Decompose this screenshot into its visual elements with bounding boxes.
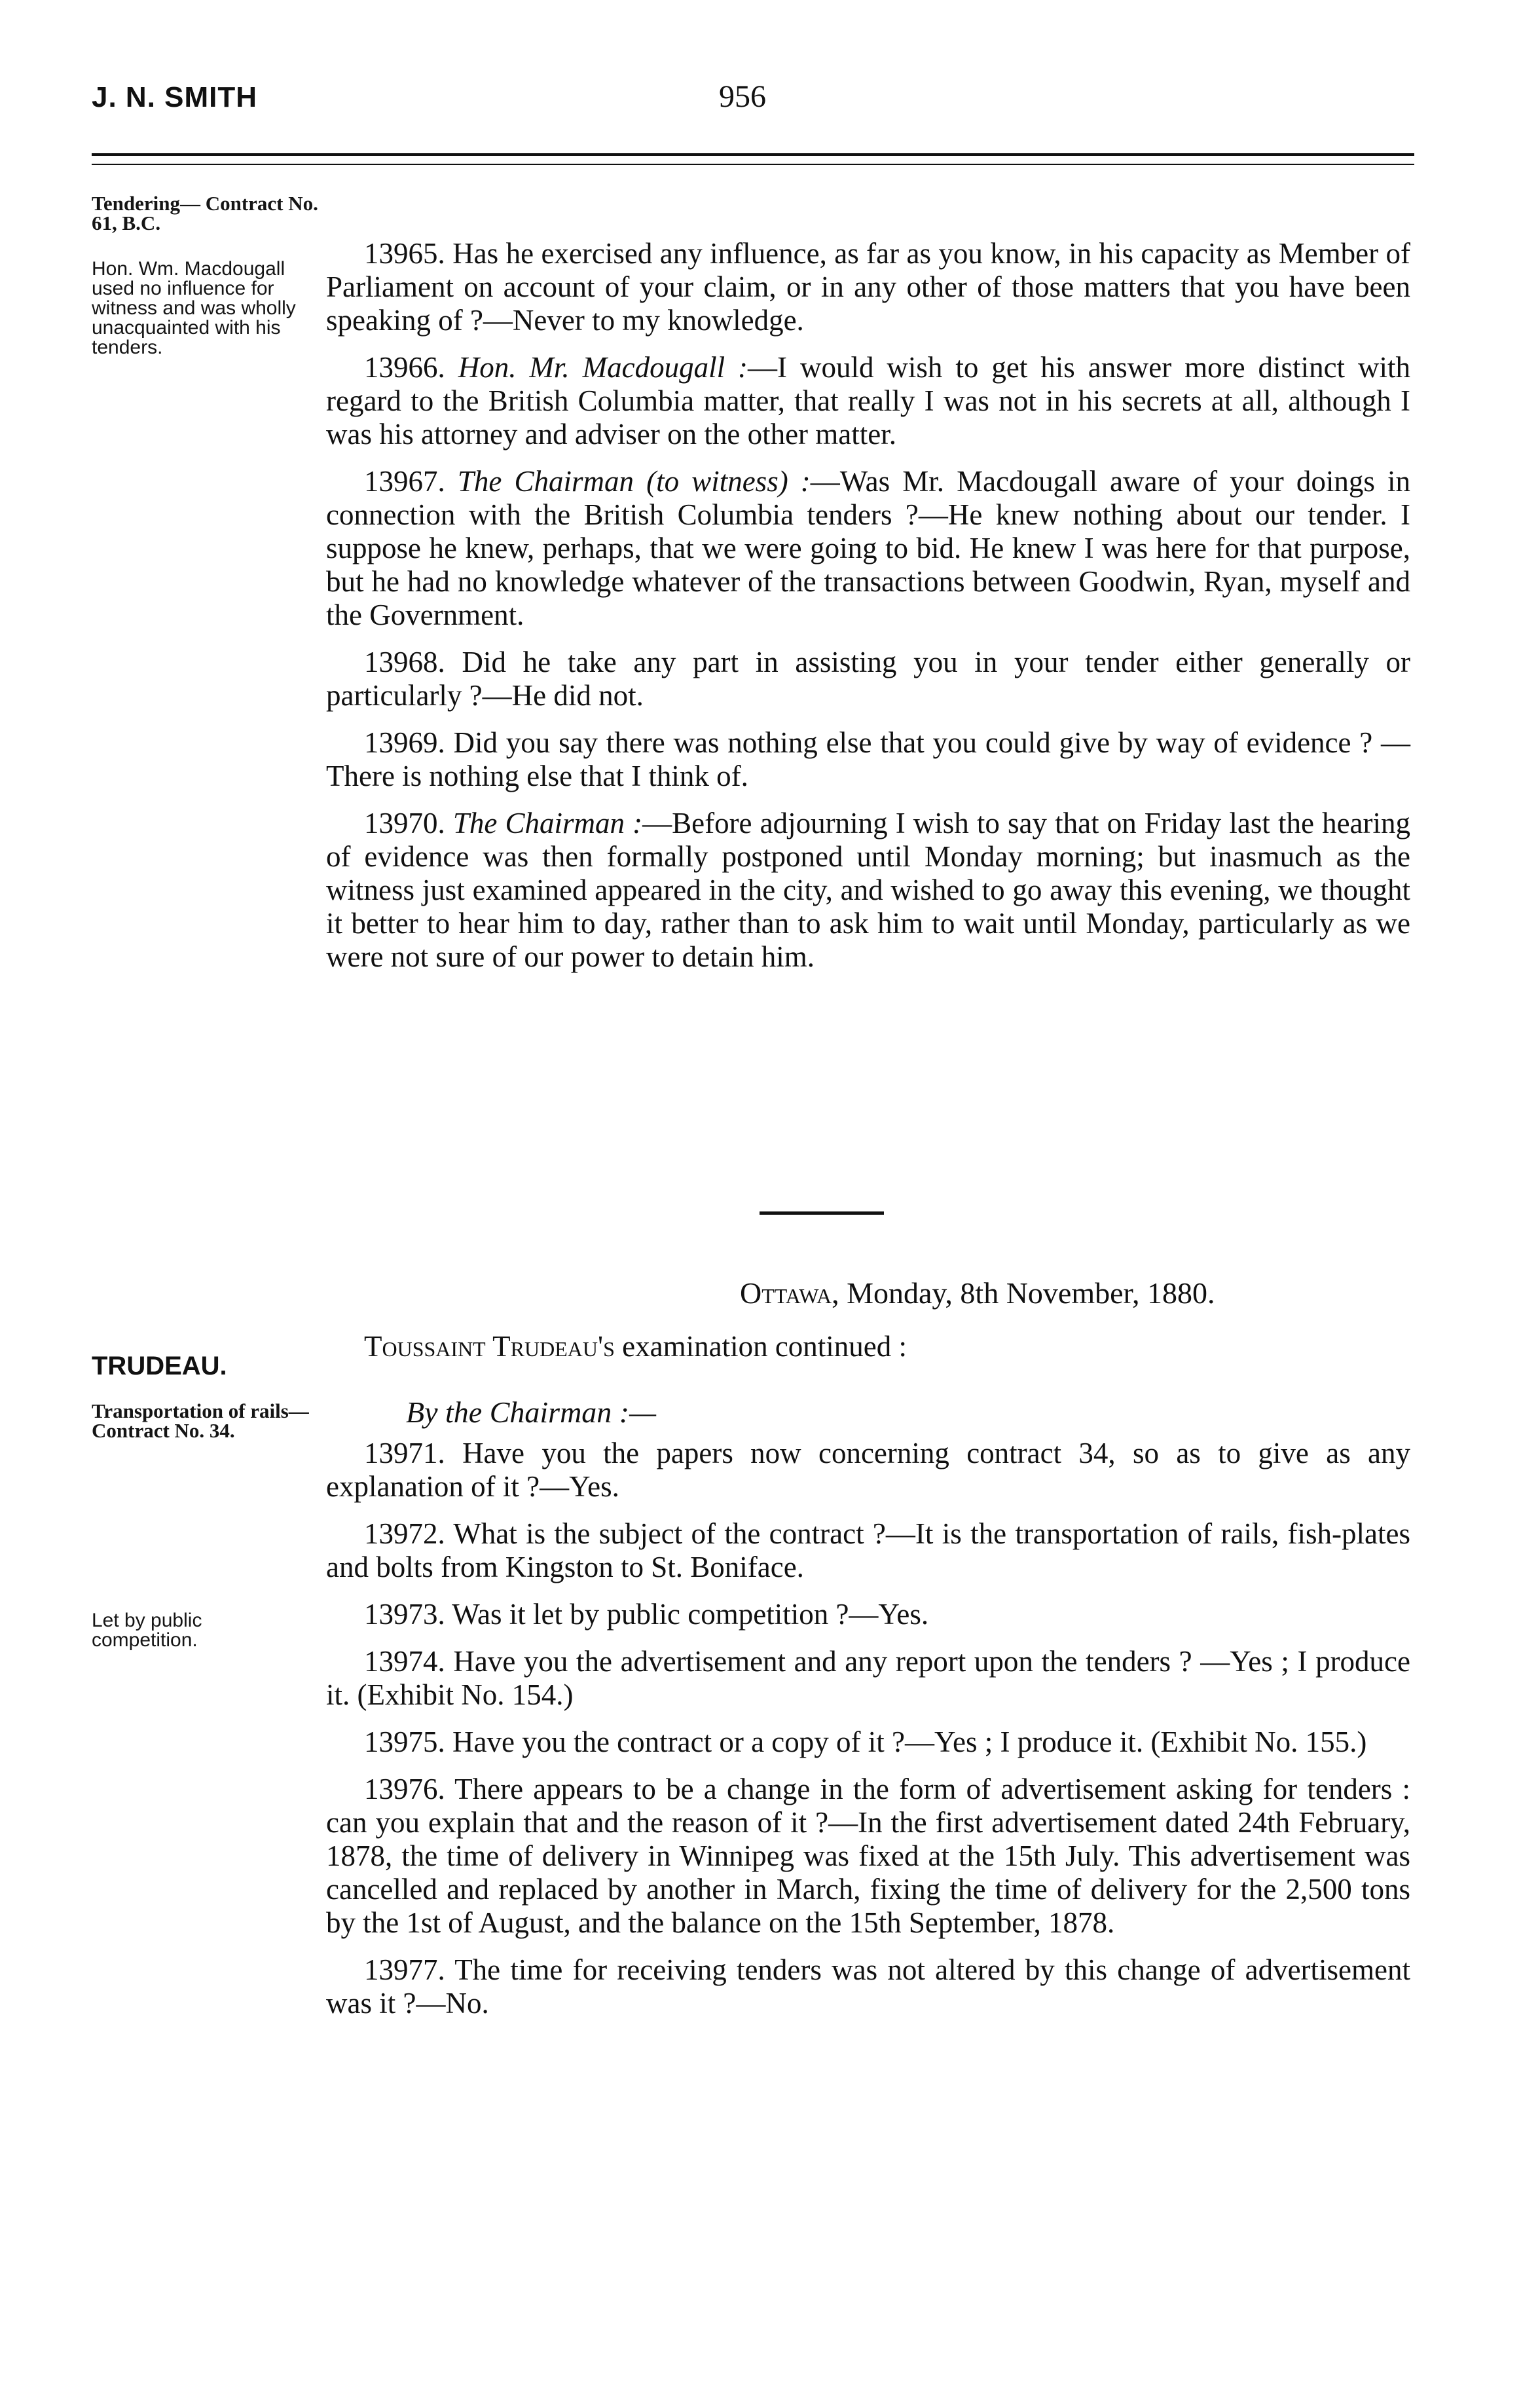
- question-text: Was it let by public competition ?—Yes.: [452, 1598, 929, 1631]
- witness-heading: TRUDEAU.: [92, 1352, 227, 1380]
- speaker: The Chairman :: [452, 807, 643, 840]
- question-13969: [326, 726, 1410, 793]
- question-number: 13969.: [364, 726, 445, 759]
- question-13973: [326, 1598, 1410, 1631]
- margin-note-contract-61: Tendering— Contract No. 61, B.C.: [92, 192, 318, 234]
- section1-body: [326, 237, 1410, 987]
- question-text: Has he exercised any influence, as far as you know, in his capacity as Member of Parliament on account of your claim, or in any other of those matters that you have been speaking of ?—Never to my knowledge.: [326, 237, 1410, 337]
- question-13976: [326, 1773, 1410, 1940]
- question-number: 13976.: [364, 1773, 445, 1805]
- question-13977: [326, 1953, 1410, 2020]
- examiner-line: By the Chairman :—: [406, 1395, 657, 1429]
- statement-text: —I would wish to get his answer more distinct with regard to the British Columbia matter, that really I was not in his secrets at all, although I was his attorney and adviser on the other matter.: [326, 351, 1410, 451]
- question-text: What is the subject of the contract ?—It is the transportation of rails, fish-plates and bolts from Kingston to St. Boniface.: [326, 1517, 1411, 1583]
- question-number: 13972.: [364, 1517, 445, 1550]
- speaker: The Chairman (to witness) :: [457, 465, 811, 498]
- statement-13970: [326, 807, 1410, 974]
- question-number: 13966.: [364, 351, 445, 384]
- question-13967: [326, 465, 1410, 632]
- question-number: 13965.: [364, 237, 445, 270]
- question-text: The time for receiving tenders was not altered by this change of advertisement was it ?—No.: [326, 1953, 1410, 2020]
- dateline-date: Monday, 8th November, 1880.: [839, 1276, 1215, 1310]
- question-text: Have you the contract or a copy of it ?—Yes ; I produce it. (Exhibit No. 155.): [452, 1726, 1367, 1758]
- question-13972: [326, 1517, 1410, 1584]
- question-text: Did you say there was nothing else that you could give by way of evidence ? —There is nothing else that I think of.: [326, 726, 1411, 792]
- section2-body: [326, 1437, 1410, 2034]
- question-number: 13968.: [364, 646, 445, 678]
- question-number: 13970.: [364, 807, 445, 840]
- question-text: —Was Mr. Macdougall aware of your doings in connection with the British Columbia tenders ?—He knew nothing about our tender. I suppose he knew, perhaps, that we were going to bid. He knew I was here for that purpose, but he had no knowledge whatever of the transactions between Goodwin, Ryan, myself and the Government.: [326, 465, 1410, 631]
- margin-note-contract-34: Transportation of rails— Contract No. 34.: [92, 1399, 309, 1442]
- dateline-place: Ottawa,: [740, 1276, 839, 1310]
- margin-note-macdougall: Hon. Wm. Macdougall used no influence for witness and was wholly unacquainted with his tenders.: [92, 258, 296, 358]
- question-text: Have you the advertisement and any report upon the tenders ? —Yes ; I produce it. (Exhibit No. 154.): [326, 1645, 1410, 1711]
- statement-13966: [326, 351, 1410, 451]
- speaker: Hon. Mr. Macdougall :: [458, 351, 748, 384]
- margin-note-public-competition: Let by public competition.: [92, 1610, 202, 1651]
- question-number: 13971.: [364, 1437, 445, 1469]
- question-13971: [326, 1437, 1410, 1504]
- section-divider: [760, 1211, 884, 1215]
- question-text: Have you the papers now concerning contract 34, so as to give as any explanation of it ?—Yes.: [326, 1437, 1410, 1503]
- intro-text: examination continued :: [614, 1330, 908, 1363]
- question-number: 13977.: [364, 1953, 445, 1986]
- running-head: J. N. SMITH: [92, 81, 258, 113]
- question-13975: [326, 1726, 1410, 1759]
- question-number: 13967.: [364, 465, 445, 498]
- statement-text: —Before adjourning I wish to say that on Friday last the hearing of evidence was then formally postponed until Monday morning; but inasmuch as the witness just examined appeared in the city, and wished to go away this evening, we thought it better to hear him to day, rather than to ask him to wait until Monday, particularly as we were not sure of our power to detain him.: [326, 807, 1411, 973]
- question-13974: [326, 1645, 1410, 1712]
- question-text: There appears to be a change in the form of advertisement asking for tenders : can you explain that and the reason of it ?—In the first advertisement dated 24th February, 1878, the time of delivery in Winnipeg was fixed at the 15th July. This advertisement was cancelled and replaced by another in March, fixing the time of delivery for the 2,500 tons by the 1st of August, and the balance on the 15th September, 1878.: [326, 1773, 1411, 1939]
- witness-name: Toussaint Trudeau's: [364, 1330, 615, 1363]
- question-13968: [326, 646, 1410, 712]
- examination-intro: [326, 1329, 1410, 1363]
- question-number: 13974.: [364, 1645, 445, 1678]
- question-number: 13975.: [364, 1726, 445, 1758]
- question-text: Did he take any part in assisting you in your tender either generally or particularly ?—He did not.: [326, 646, 1410, 712]
- header-rule-bottom: [92, 164, 1414, 165]
- question-13965: [326, 237, 1410, 337]
- dateline: [740, 1276, 1215, 1310]
- page-number: 956: [719, 79, 766, 114]
- header-rule-top: [92, 153, 1414, 156]
- question-number: 13973.: [364, 1598, 445, 1631]
